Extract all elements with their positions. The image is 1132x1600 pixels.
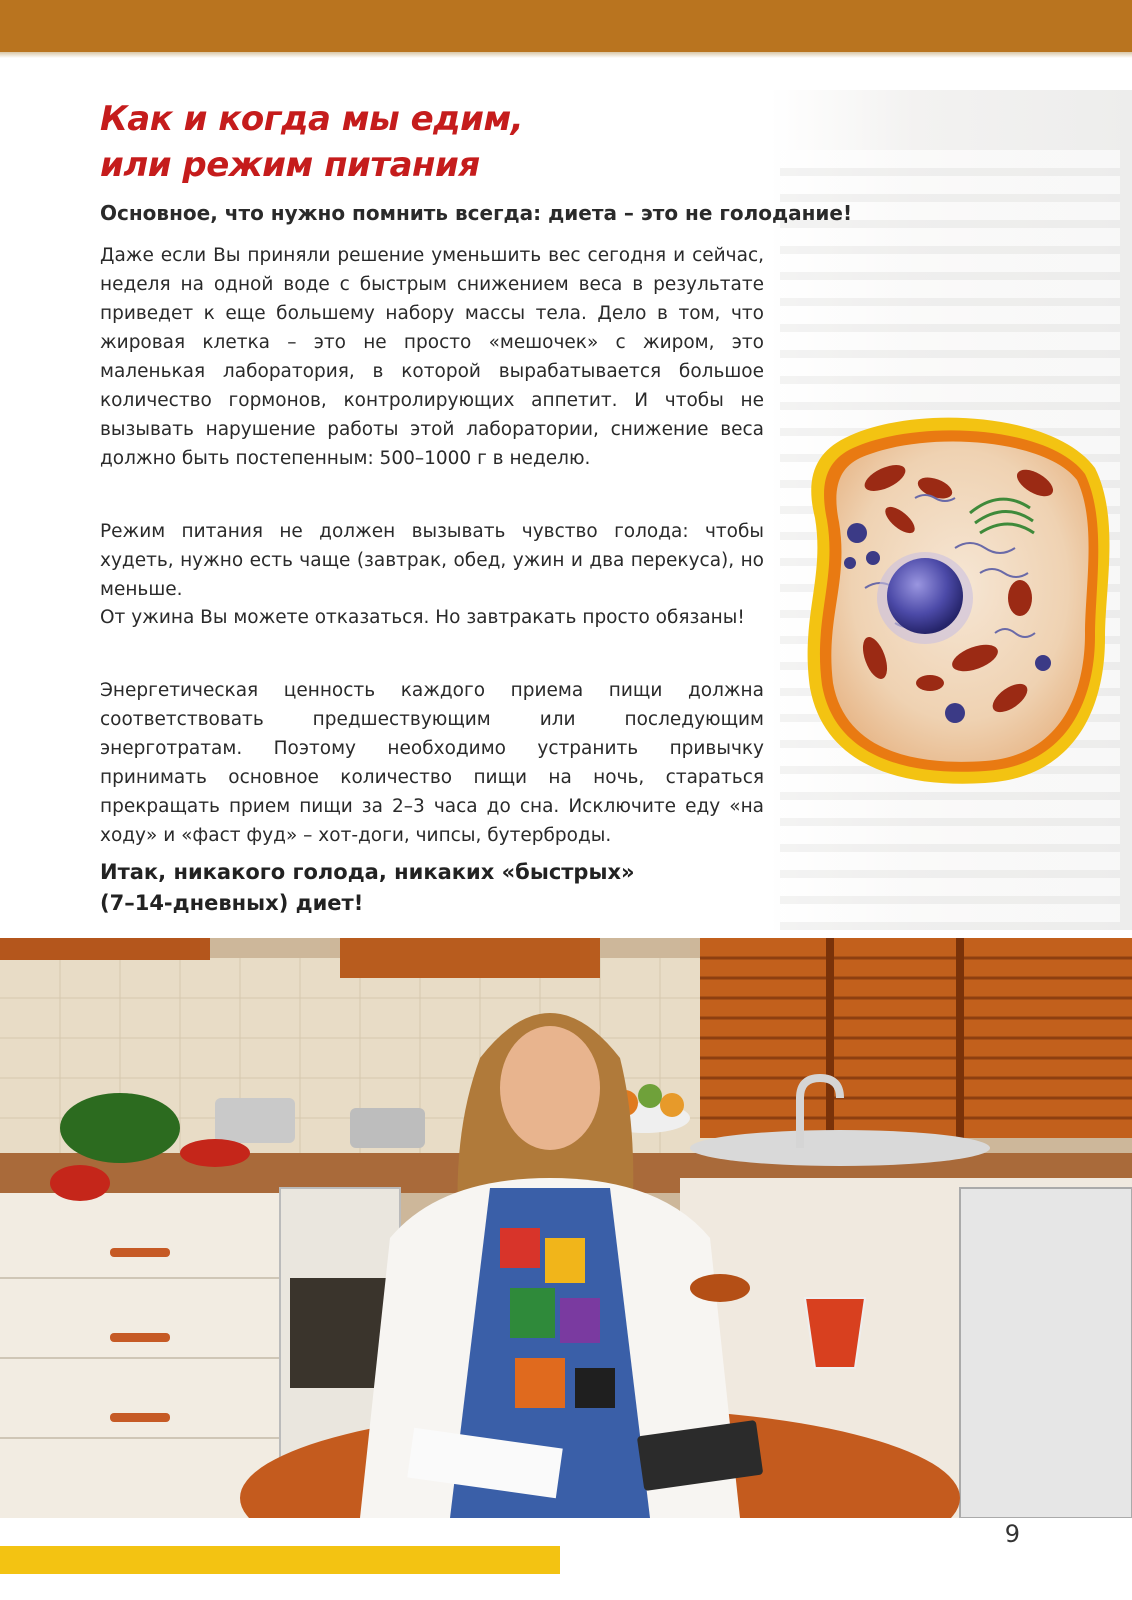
paragraph-meal-regime: Режим питания не должен вызывать чувство голода: чтобы худеть, нужно есть чаще (завтрак, обед, ужин и два перекуса), но меньше. (100, 521, 764, 600)
vesicle (945, 703, 965, 723)
paragraph-energy-value: Энергетическая ценность каждого приема пищи должна соответствовать предшествующим или последующим энерготратам. Поэтому необходимо устранить привычку принимать основное количество пищи на ночь, стараться прекращать прием пищи за 2–3 часа до сна. Исключите еду «на ходу» и «фаст фуд» – хот-доги, чипсы, бутерброды. (100, 680, 764, 846)
vesicle (1035, 655, 1051, 671)
nucleus (887, 558, 963, 634)
mitochondrion (1008, 580, 1032, 616)
fat-cell-illustration (805, 408, 1115, 788)
subtitle: Основное, что нужно помнить всегда: диета – это не голодание! (100, 201, 853, 225)
conclusion-line-1: Итак, никакого голода, никаких «быстрых» (100, 860, 635, 884)
title-line-2: или режим питания (100, 145, 480, 185)
woman-face (500, 1026, 600, 1150)
kitchen-photo (0, 938, 1132, 1518)
top-color-bar (0, 0, 1132, 52)
bottom-yellow-strip (0, 1546, 560, 1574)
vesicle (866, 551, 880, 565)
sink (690, 1130, 990, 1166)
upper-cabinet-middle (340, 938, 600, 978)
title-line-1: Как и когда мы едим, (100, 99, 524, 139)
chair-back (690, 1274, 750, 1302)
base-cabinets (0, 1193, 290, 1518)
top-bar-shadow (0, 52, 1132, 58)
upper-cabinet-left (0, 938, 210, 960)
paragraph-fat-cell: Даже если Вы приняли решение уменьшить вес сегодня и сейчас, неделя на одной воде с быстрым снижением веса в результате приведет к еще большему набору массы тела. Дело в том, что жировая клетка – это не просто «мешочек» с жиром, это маленькая лаборатория, в которой вырабатывается большое количество гормонов, контролирующих аппетит. И чтобы не вызывать нарушение работы этой лаборатории, снижение веса должно быть постепенным: 500–1000 г в неделю. (100, 245, 764, 469)
conclusion (100, 857, 764, 919)
page-title (100, 96, 523, 188)
vesicle (844, 557, 856, 569)
paragraph-dinner-breakfast: От ужина Вы можете отказаться. Но завтракать просто обязаны! (100, 607, 745, 628)
vesicle (847, 523, 867, 543)
glass-of-juice (805, 1298, 865, 1368)
conclusion-line-2: (7–14-дневных) диет! (100, 891, 364, 915)
dishwasher (960, 1188, 1132, 1518)
mitochondrion (916, 675, 944, 691)
page-number: 9 (1004, 1520, 1020, 1548)
oven-window (290, 1278, 390, 1388)
